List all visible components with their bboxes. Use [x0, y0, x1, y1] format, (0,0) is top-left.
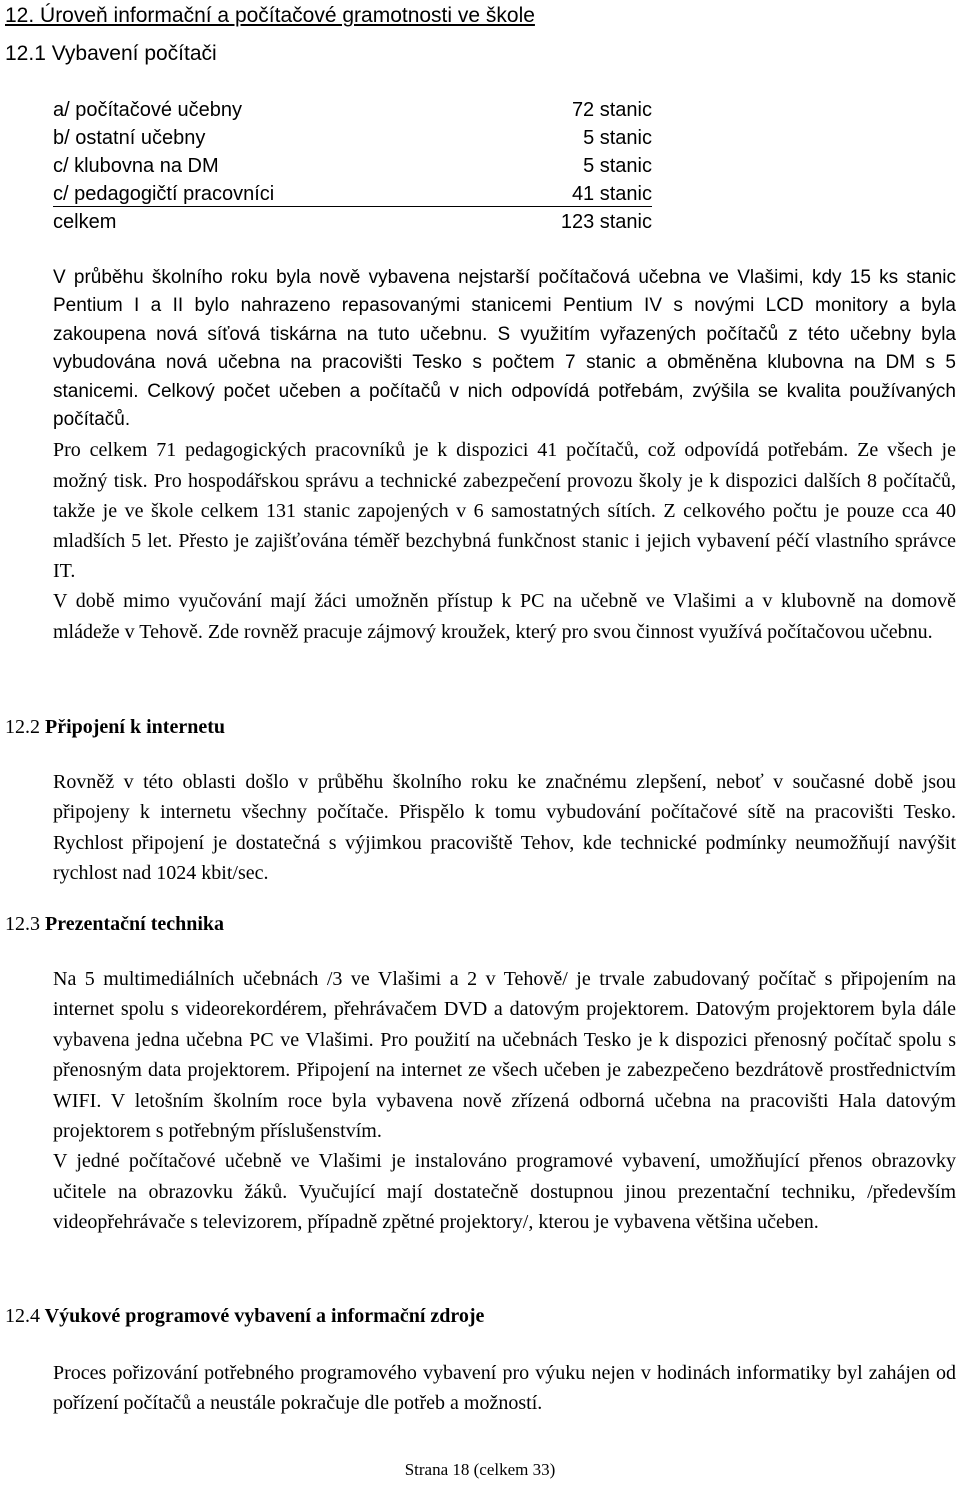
section-12-4-body — [53, 1358, 956, 1419]
paragraph: V průběhu školního roku byla nově vybavena nejstarší počítačová učebna ve Vlašimi, kdy 15 ks stanic Pentium I a II bylo nahrazeno repasovanými stanicemi Pentium IV s novými LCD monitory a byla zakoupena nová síťová tiskárna na tuto učebnu. S využitím vyřazených počítačů z této učebny byla vybudována nová učebna na pracovišti Tesko s počtem 7 stanic a obměněna klubovna na DM s 5 stanicemi. Celkový počet učeben a počítačů v nich odpovídá potřebám, zvýšila se kvalita používaných počítačů. — [53, 267, 956, 431]
page-footer: Strana 18 (celkem 33) — [404, 1460, 556, 1479]
paragraph: V jedné počítačové učebně ve Vlašimi je instalováno programové vybavení, umožňující přenos obrazovky učitele na obrazovku žáků. Vyučující mají dostatečně dostupnou jinou prezentační techniku, /především videopřehrávače s televizorem, případně zpětné projektory/, kterou je vybavena většina učeben. — [53, 1150, 956, 1234]
equipment-label: b/ ostatní učebny — [53, 127, 206, 149]
section-number: 12.4 — [5, 1305, 40, 1327]
equipment-value: 72 stanic — [571, 99, 652, 121]
equipment-value: 5 stanic — [583, 155, 652, 177]
paragraph: Rovněž v této oblasti došlo v průběhu školního roku ke značnému zlepšení, neboť v současné době jsou připojeny k internetu všechny počítače. Přispělo k tomu vybudování počítačové sítě na pracovišti Tesko. Rychlost připojení je dostatečná s výjimkou pracoviště Tehov, kde technické podmínky neumožňují navýšit rychlost nad 1024 kbit/sec. — [53, 771, 956, 885]
equipment-total-value: 123 stanic — [560, 211, 652, 233]
equipment-value: 5 stanic — [583, 127, 652, 149]
equipment-total-label: celkem — [53, 211, 117, 233]
paragraph: Pro celkem 71 pedagogických pracovníků je k dispozici 41 počítačů, což odpovídá potřebám. Ze všech je možný tisk. Pro hospodářskou správu a technické zabezpečení provozu školy je k dispozici dalších 8 počítačů, takže je ve škole celkem 131 stanic zapojených v 6 samostatných sítích. Z celkového počtu je pouze cca 40 mladších 5 let. Přesto je zajišťována téměř bezchybná funkčnost stanic i jejich vybavení péčí vlastního správce IT. — [53, 439, 956, 583]
section-title: Připojení k internetu — [45, 716, 225, 738]
section-title: Výukové programové vybavení a informační zdroje — [44, 1305, 485, 1327]
section-12-3-body — [53, 964, 956, 1238]
equipment-label: a/ počítačové učebny — [53, 99, 243, 121]
section-heading-12-4 — [5, 1305, 484, 1328]
section-number: 12.2 — [5, 716, 40, 738]
equipment-label: c/ pedagogičtí pracovníci — [53, 183, 275, 205]
chapter-heading: 12. Úroveň informační a počítačové gramotnosti ve škole — [5, 4, 535, 27]
paragraph: Proces pořizování potřebného programového vybavení pro výuku nejen v hodinách informatiky byl zahájen od pořízení počítačů a neustále pokračuje dle potřeb a možností. — [53, 1362, 956, 1415]
equipment-value: 41 stanic — [571, 183, 652, 205]
sum-underline — [53, 206, 652, 207]
paragraph: Na 5 multimediálních učebnách /3 ve Vlašimi a 2 v Tehově/ je trvale zabudovaný počítač s připojením na internet spolu s videorekordérem, přehrávačem DVD a datovým projektorem. Datovým projektorem byla dále vybavena jedna učebna PC ve Vlašimi. Pro použití na učebnách Tesko je k dispozici přenosný počítač spolu s přenosným data projektorem. Připojení na internet ze všech učeben je zabezpečeno bezdrátově prostřednictvím WIFI. V letošním školním roce byla vybavena nově zřízená odborná učebna na pracovišti Hala datovým projektorem s potřebným příslušenstvím. — [53, 968, 956, 1143]
section-title: Prezentační technika — [45, 913, 225, 935]
section-12-1-body — [53, 264, 956, 647]
paragraph: V době mimo vyučování mají žáci umožněn přístup k PC na učebně ve Vlašimi a v klubovně na domově mládeže v Tehově. Zde rovněž pracuje zájmový kroužek, který pro svou činnost využívá počítačovou učebnu. — [53, 590, 956, 643]
section-number: 12.3 — [5, 913, 40, 935]
section-heading-12-1: 12.1 Vybavení počítači — [5, 42, 217, 65]
section-heading-12-3 — [5, 913, 224, 936]
section-12-2-body — [53, 767, 956, 889]
equipment-label: c/ klubovna na DM — [53, 155, 219, 177]
section-heading-12-2 — [5, 716, 225, 739]
